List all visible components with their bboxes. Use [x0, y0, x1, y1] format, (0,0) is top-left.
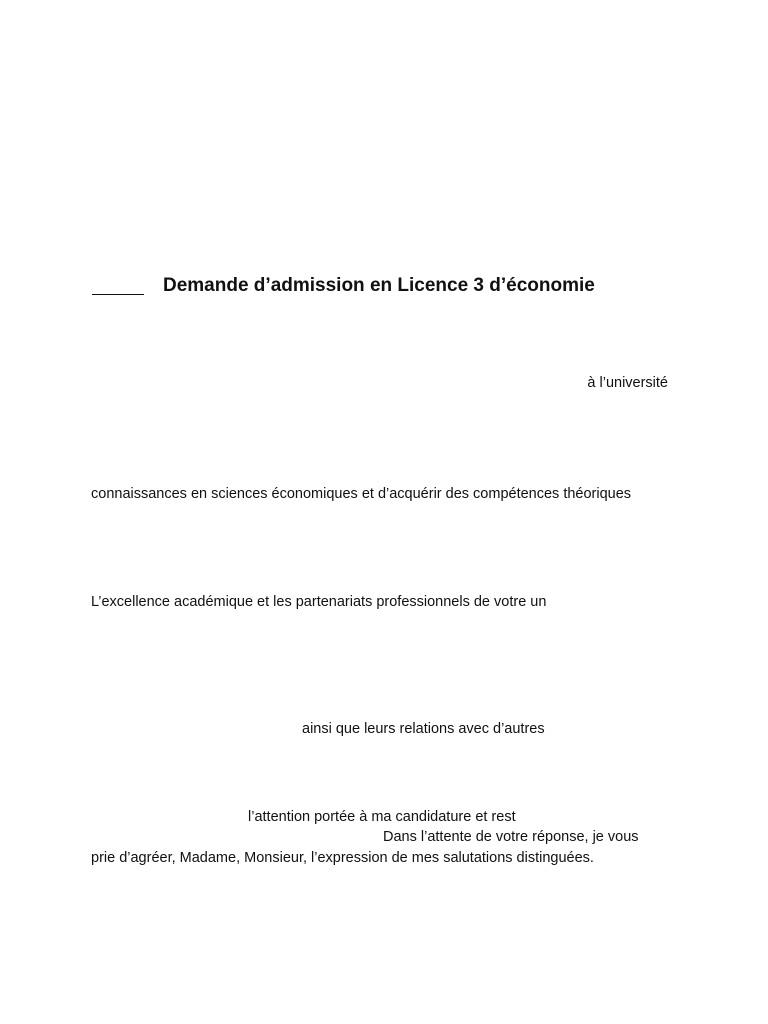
- paragraph-line: l’attention portée à ma candidature et rest: [248, 809, 516, 825]
- closing-line: prie d’agréer, Madame, Monsieur, l’expression de mes salutations distinguées.: [91, 850, 594, 866]
- paragraph-line: L’excellence académique et les partenariats professionnels de votre un: [91, 594, 547, 610]
- paragraph-line: ainsi que leurs relations avec d’autres: [302, 721, 545, 737]
- paragraph-line: connaissances en sciences économiques et d’acquérir des compétences théoriques: [91, 486, 632, 502]
- letter-title: Demande d’admission en Licence 3 d’économie: [163, 275, 595, 296]
- blank-fill-line: [92, 294, 144, 295]
- university-text: à l’université: [587, 375, 668, 391]
- paragraph-line: Dans l’attente de votre réponse, je vous: [383, 829, 639, 845]
